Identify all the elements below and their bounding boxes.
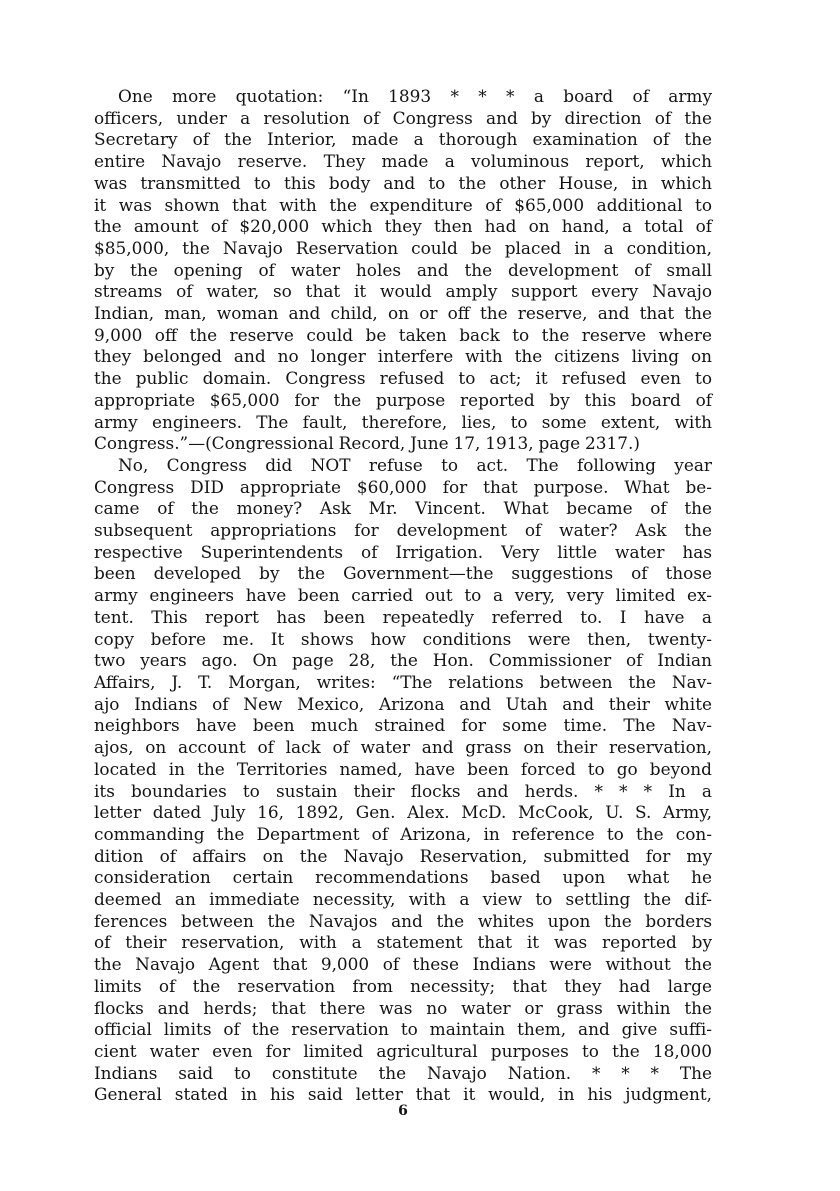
text-line: dition of affairs on the Navajo Reservation, submitted for my [94, 845, 712, 866]
text-line: Indian, man, woman and child, on or off the reserve, and that the [94, 303, 712, 324]
text-line: $85,000, the Navajo Reservation could be placed in a condition, [94, 237, 712, 258]
text-line: its boundaries to sustain their flocks and herds. * * * In a [94, 780, 712, 801]
text-line: Secretary of the Interior, made a thorough examination of the [94, 129, 712, 150]
paragraph-2 [94, 455, 712, 1106]
paragraph-1 [94, 86, 712, 455]
text-line: neighbors have been much strained for some time. The Nav- [94, 715, 712, 736]
text-line: army engineers. The fault, therefore, lies, to some extent, with [94, 411, 712, 432]
text-line: copy before me. It shows how conditions were then, twenty- [94, 628, 712, 649]
text-line: cient water even for limited agricultural purposes to the 18,000 [94, 1040, 712, 1061]
document-page [94, 86, 712, 1166]
text-line: Indians said to constitute the Navajo Nation. * * * The [94, 1062, 712, 1083]
text-line: the public domain. Congress refused to act; it refused even to [94, 368, 712, 389]
text-line: the amount of $20,000 which they then had on hand, a total of [94, 216, 712, 237]
text-line: No, Congress did NOT refuse to act. The following year [118, 454, 712, 475]
text-line: ajo Indians of New Mexico, Arizona and Utah and their white [94, 693, 712, 714]
text-line: the Navajo Agent that 9,000 of these Indians were without the [94, 954, 712, 975]
text-line: ferences between the Navajos and the whites upon the borders [94, 910, 712, 931]
text-line: located in the Territories named, have been forced to go beyond [94, 758, 712, 779]
page-number: 6 [398, 1103, 408, 1119]
text-line: One more quotation: “In 1893 * * * a board of army [118, 86, 712, 106]
text-line: flocks and herds; that there was no water or grass within the [94, 997, 712, 1018]
text-line: consideration certain recommendations based upon what he [94, 867, 712, 888]
text-line: Congress DID appropriate $60,000 for that purpose. What be- [94, 476, 712, 497]
text-line: limits of the reservation from necessity; that they had large [94, 975, 712, 996]
text-line: commanding the Department of Arizona, in reference to the con- [94, 823, 712, 844]
text-line: by the opening of water holes and the development of small [94, 259, 712, 280]
text-line: letter dated July 16, 1892, Gen. Alex. McD. McCook, U. S. Army, [94, 802, 712, 823]
text-line: of their reservation, with a statement that it was reported by [94, 932, 712, 953]
text-line: came of the money? Ask Mr. Vincent. What became of the [94, 498, 712, 519]
text-line: officers, under a resolution of Congress and by direction of the [94, 107, 712, 128]
text-line: was transmitted to this body and to the other House, in which [94, 172, 712, 193]
text-line: Congress.”—(Congressional Record, June 17, 1913, page 2317.) [94, 433, 640, 454]
text-line: been developed by the Government—the suggestions of those [94, 563, 712, 584]
text-line: streams of water, so that it would amply support every Navajo [94, 281, 712, 302]
text-line: army engineers have been carried out to a very, very limited ex- [94, 585, 712, 606]
text-line: ajos, on account of lack of water and grass on their reservation, [94, 737, 712, 758]
text-line: two years ago. On page 28, the Hon. Commissioner of Indian [94, 650, 712, 671]
text-line: deemed an immediate necessity, with a view to settling the dif- [94, 889, 712, 910]
text-line: entire Navajo reserve. They made a voluminous report, which [94, 151, 712, 172]
text-line: appropriate $65,000 for the purpose reported by this board of [94, 389, 712, 410]
text-line: it was shown that with the expenditure of $65,000 additional to [94, 194, 712, 215]
text-line: General stated in his said letter that it would, in his judgment, [94, 1084, 712, 1105]
text-line: official limits of the reservation to maintain them, and give suffi- [94, 1019, 712, 1040]
text-line: they belonged and no longer interfere with the citizens living on [94, 346, 712, 367]
text-line: tent. This report has been repeatedly referred to. I have a [94, 606, 712, 627]
text-line: respective Superintendents of Irrigation. Very little water has [94, 541, 712, 562]
text-line: subsequent appropriations for development of water? Ask the [94, 520, 712, 541]
text-line: 9,000 off the reserve could be taken back to the reserve where [94, 324, 712, 345]
text-line: Affairs, J. T. Morgan, writes: “The relations between the Nav- [94, 671, 712, 692]
